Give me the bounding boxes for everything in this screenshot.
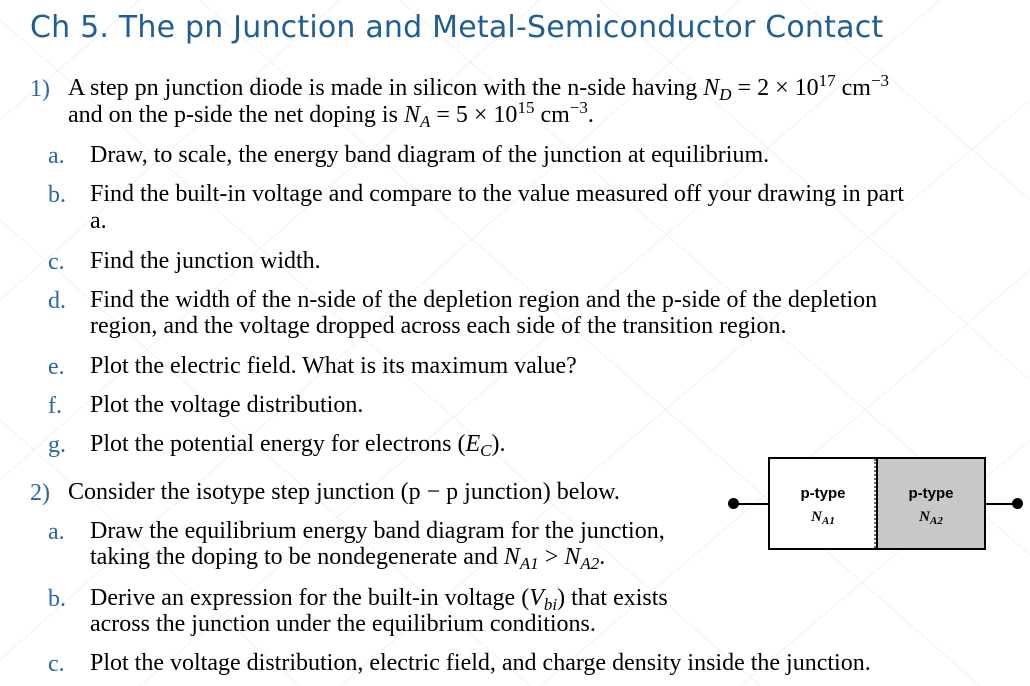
item-2a-text: Draw the equilibrium energy band diagram for the junction,: [90, 518, 665, 544]
junction-boundary: [874, 459, 876, 548]
problem-1-line-1: A step pn junction diode is made in silicon with the n-side having $N_D = 2 \times 10^{17}$ $cm^{-3}$: [68, 71, 890, 104]
item-1e-letter: e.: [48, 354, 65, 380]
region-na2-label: p-type: [908, 485, 954, 502]
item-1e-text: Plot the electric field. What is its maximum value?: [90, 353, 577, 379]
item-2a-letter: a.: [48, 519, 65, 545]
item-1c-text: Find the junction width.: [90, 248, 321, 274]
item-1b-text: Find the built-in voltage and compare to the value measured off your drawing in part: [90, 181, 904, 207]
item-1f-letter: f.: [48, 393, 62, 419]
problem-1-number: 1): [30, 76, 50, 102]
item-1a-text: Draw, to scale, the energy band diagram of the junction at equilibrium.: [90, 142, 770, 168]
item-2b-text-2: across the junction under the equilibrium conditions.: [90, 611, 596, 637]
item-2b-text: Derive an expression for the built-in voltage $(V_{bi})$ that exists: [90, 585, 668, 614]
region-na1-doping: $N_{A1}$: [811, 509, 835, 527]
pp-junction-diagram: [728, 457, 990, 550]
item-1g-text: Plot the potential energy for electrons $(E_C)$.: [90, 431, 506, 460]
item-1b-letter: b.: [48, 182, 66, 208]
left-lead-wire: [734, 503, 770, 505]
item-2a-text-2: taking the doping to be nondegenerate and $N_{A1} > N_{A2}$.: [90, 544, 606, 573]
item-2c-text: Plot the voltage distribution, electric field, and charge density inside the junction.: [90, 650, 871, 676]
region-na2-doping: $N_{A2}$: [919, 509, 943, 527]
item-1a-letter: a.: [48, 143, 65, 169]
problem-1-line-2: and on the p-side the net doping is $N_A = 5 \times 10^{15}$ $cm^{-3}$.: [68, 98, 594, 131]
item-2c-letter: c.: [48, 651, 65, 677]
item-1g-letter: g.: [48, 432, 66, 458]
item-1d-text-2: region, and the voltage dropped across each side of the transition region.: [90, 313, 787, 339]
item-1d-letter: d.: [48, 288, 66, 314]
problem-2-number: 2): [30, 480, 50, 506]
region-na1: [768, 457, 878, 550]
item-1b-text-2: a.: [90, 208, 107, 234]
na-variable: N: [403, 102, 420, 128]
item-1d-text: Find the width of the n-side of the depletion region and the p-side of the depletion: [90, 287, 878, 313]
right-lead-wire: [985, 503, 1015, 505]
region-na2: [876, 457, 986, 550]
region-na1-label: p-type: [800, 485, 846, 502]
item-1f-text: Plot the voltage distribution.: [90, 392, 364, 418]
item-1c-letter: c.: [48, 249, 65, 275]
problem-2-line-1: Consider the isotype step junction (p − p junction) below.: [68, 479, 620, 505]
right-terminal-dot: [1012, 498, 1023, 509]
page-title: Ch 5. The pn Junction and Metal-Semiconductor Contact: [30, 10, 884, 45]
item-2b-letter: b.: [48, 586, 66, 612]
nd-variable: N: [703, 75, 720, 101]
